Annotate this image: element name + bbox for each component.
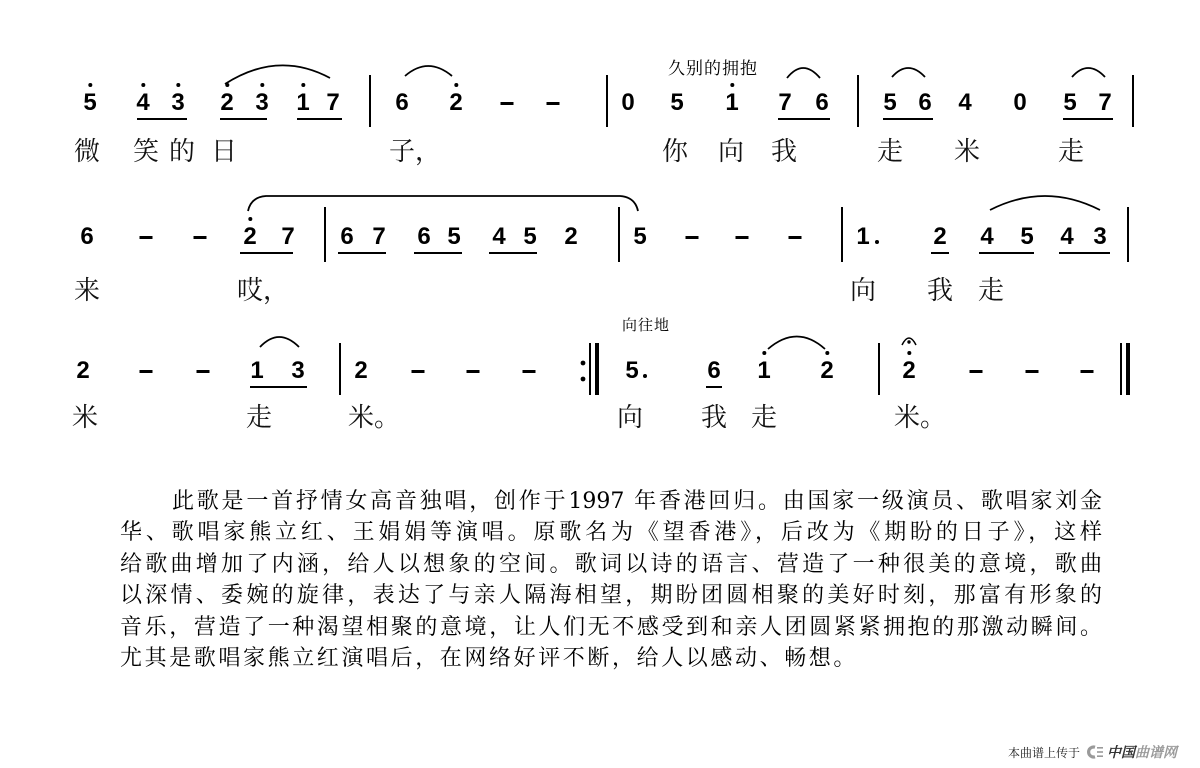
jianpu-note: 6 xyxy=(417,223,431,250)
lyric: 米。 xyxy=(894,403,947,433)
jianpu-note: 5 xyxy=(1063,89,1077,116)
eighth-note-underline xyxy=(338,252,386,254)
jianpu-note-fermata: 2 xyxy=(902,357,916,384)
slur xyxy=(225,65,330,84)
sustain-dash xyxy=(194,225,207,249)
jianpu-note: 2 xyxy=(933,223,947,250)
description-line: 以深情、委婉的旋律，表达了与亲人隔海相望，期盼团圆相聚的美好时刻，那富有形象的 xyxy=(120,583,1102,609)
jianpu-note: 4 xyxy=(136,89,150,116)
jianpu-note: 2 xyxy=(820,357,834,384)
lyric: 我 xyxy=(701,403,728,433)
description-line: 尤其是歌唱家熊立红演唱后，在网络好评不断，给人以感动、畅想。 xyxy=(120,645,859,671)
lyric: 的 xyxy=(169,137,196,167)
sustain-dash xyxy=(412,359,425,383)
jianpu-note: 3 xyxy=(1093,223,1107,250)
slur xyxy=(248,196,638,211)
lyric: 米 xyxy=(954,137,981,167)
jianpu-note: 2 xyxy=(564,223,578,250)
lyric: 走 xyxy=(877,137,904,167)
jianpu-note: 3 xyxy=(255,89,269,116)
lyric: 笑 xyxy=(133,137,160,167)
augmentation-dot xyxy=(875,240,879,244)
description-line: 此歌是一首抒情女高音独唱，创作于1997 年香港回归。由国家一级演员、歌唱家刘金 xyxy=(172,489,1102,514)
sustain-dash xyxy=(547,91,560,115)
lyric: 走 xyxy=(1058,137,1085,167)
jianpu-note: 5 xyxy=(670,89,684,116)
eighth-note-underline xyxy=(250,386,307,388)
eighth-note-underline xyxy=(240,252,293,254)
jianpu-note: 5 xyxy=(633,223,647,250)
jianpu-note: 6 xyxy=(395,89,409,116)
jianpu-rest: 0 xyxy=(621,89,635,116)
footer-upload-label: 本曲谱上传于 xyxy=(1008,745,1081,760)
lyric: 走 xyxy=(751,403,778,433)
lyric: 米。 xyxy=(348,403,401,433)
lyric: 来 xyxy=(74,276,101,306)
jianpu-note: 6 xyxy=(918,89,932,116)
jianpu-note: 5 xyxy=(1020,223,1034,250)
jianpu-note: 3 xyxy=(291,357,305,384)
eighth-note-underline xyxy=(414,252,462,254)
jianpu-note: 6 xyxy=(815,89,829,116)
slur xyxy=(405,66,452,76)
slur xyxy=(260,337,299,347)
jianpu-note: 5 xyxy=(83,89,97,116)
jianpu-note: 6 xyxy=(707,357,721,384)
jianpu-note: 6 xyxy=(80,223,94,250)
eighth-note-underline xyxy=(931,252,949,254)
score-system-1 xyxy=(0,59,1200,171)
jianpu-note: 7 xyxy=(778,89,792,116)
eighth-note-underline xyxy=(883,118,933,120)
eighth-note-underline xyxy=(778,118,830,120)
eighth-note-underline xyxy=(1059,252,1110,254)
sustain-dash xyxy=(970,359,983,383)
jianpu-note: 2 xyxy=(220,89,234,116)
fermata-icon xyxy=(902,338,916,345)
jianpu-note: 2 xyxy=(76,357,90,384)
jianpu-note: 7 xyxy=(281,223,295,250)
lyric: 向 xyxy=(617,403,644,433)
jianpu-note: 1 xyxy=(856,223,870,250)
lyric: 向 xyxy=(850,276,877,306)
jianpu-note: 1 xyxy=(296,89,310,116)
eighth-note-underline xyxy=(220,118,267,120)
jianpu-note: 1 xyxy=(250,357,264,384)
lyric: 我 xyxy=(771,137,798,167)
lyric: 子， xyxy=(389,137,442,167)
jianpu-note: 4 xyxy=(492,223,506,250)
ce-logo-icon xyxy=(1086,745,1104,759)
augmentation-dot xyxy=(643,374,647,378)
jianpu-note: 5 xyxy=(625,357,639,384)
description-line: 给歌曲增加了内涵，给人以想象的空间。歌词以诗的语言、营造了一种很美的意境，歌曲 xyxy=(120,551,1102,577)
eighth-note-underline xyxy=(706,386,722,388)
song-description xyxy=(120,486,1102,674)
jianpu-note: 6 xyxy=(340,223,354,250)
eighth-note-underline xyxy=(137,118,187,120)
lyric: 米 xyxy=(72,403,99,433)
jianpu-note: 2 xyxy=(243,223,257,250)
jianpu-note: 4 xyxy=(980,223,994,250)
lyric: 向 xyxy=(718,137,745,167)
lyric: 日 xyxy=(211,137,238,167)
sustain-dash xyxy=(501,91,514,115)
sustain-dash xyxy=(1081,359,1094,383)
sustain-dash xyxy=(523,359,536,383)
lyric: 微 xyxy=(74,137,101,167)
slur xyxy=(1072,68,1105,77)
eighth-note-underline xyxy=(979,252,1034,254)
jianpu-rest: 0 xyxy=(1013,89,1027,116)
sustain-dash xyxy=(736,225,749,249)
jianpu-note: 5 xyxy=(447,223,461,250)
site-name-primary: 中国 xyxy=(1107,745,1136,761)
expression-annotation: 向往地 xyxy=(622,316,671,334)
description-line: 音乐，营造了一种渴望相聚的意境，让人们无不感受到和亲人团圆紧紧拥抱的那激动瞬间。 xyxy=(120,614,1102,640)
upload-watermark xyxy=(1008,743,1177,761)
jianpu-note: 5 xyxy=(883,89,897,116)
sustain-dash xyxy=(1026,359,1039,383)
jianpu-note: 5 xyxy=(523,223,537,250)
jianpu-note: 7 xyxy=(372,223,386,250)
lyric: 我 xyxy=(927,276,954,306)
sustain-dash xyxy=(140,225,153,249)
slur xyxy=(768,337,825,350)
jianpu-note: 4 xyxy=(1060,223,1074,250)
lyric: 走 xyxy=(246,403,273,433)
lyric: 哎， xyxy=(237,276,290,306)
sustain-dash xyxy=(686,225,699,249)
sustain-dash xyxy=(140,359,153,383)
description-line: 华、歌唱家熊立红、王娟娟等演唱。原歌名为《望香港》，后改为《期盼的日子》，这样 xyxy=(120,520,1102,546)
sustain-dash xyxy=(467,359,480,383)
score-system-3 xyxy=(0,316,1200,439)
jianpu-note: 3 xyxy=(171,89,185,116)
lyric: 走 xyxy=(978,276,1005,306)
sustain-dash xyxy=(789,225,802,249)
jianpu-note: 2 xyxy=(354,357,368,384)
jianpu-note: 4 xyxy=(958,89,972,116)
jianpu-note: 7 xyxy=(326,89,340,116)
slur xyxy=(990,196,1100,210)
eighth-note-underline xyxy=(297,118,342,120)
sustain-dash xyxy=(197,359,210,383)
eighth-note-underline xyxy=(1063,118,1113,120)
lyric: 你 xyxy=(662,137,689,167)
jianpu-note: 1 xyxy=(725,89,739,116)
jianpu-note: 1 xyxy=(757,357,771,384)
eighth-note-underline xyxy=(489,252,537,254)
slur xyxy=(787,68,820,78)
expression-annotation: 久别的拥抱 xyxy=(668,59,758,79)
site-name-secondary: 曲谱网 xyxy=(1135,745,1178,761)
jianpu-note: 7 xyxy=(1098,89,1112,116)
slur xyxy=(892,68,925,77)
jianpu-note: 2 xyxy=(449,89,463,116)
score-system-2 xyxy=(0,225,1200,305)
